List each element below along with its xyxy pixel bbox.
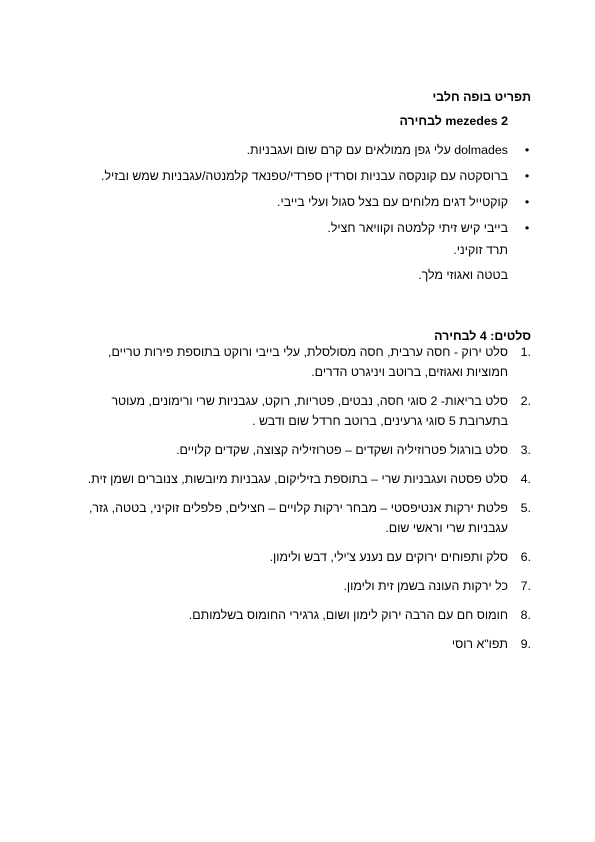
item-number: 8. [520,608,531,622]
salads-list [71,342,531,663]
salad-item-text: סלק ותפוחים ירוקים עם נענע צ'ילי, דבש ולימון. [269,550,508,564]
list-item [111,140,531,160]
salad-item-text: תפו"א רוסי [451,637,508,651]
salad-item [71,576,531,596]
bullet-icon: • [524,143,530,157]
list-item [111,218,531,238]
salad-item [71,469,531,489]
salad-item-text: פלטת ירקות אנטיפסטי – מבחר ירקות קלויים – חצילים, פלפלים זוקיני, בטטה, גזר, עגבניות שרי וראשי שום. [88,501,508,535]
list-item-text: dolmades עלי גפן ממולאים עם קרם שום ועגבניות. [246,143,508,157]
salad-item [71,342,531,382]
salad-item-text: סלט ירוק - חסה ערבית, חסה מסולסלת, עלי בייבי ורוקט בתוספת פירות טריים, חמוציות ואגוזים, ברוטב ויניגרט הדרים. [108,345,508,379]
item-number: 1. [520,345,531,359]
item-number: 5. [520,501,531,515]
salad-item-text: חומוס חם עם הרבה ירוק לימון ושום, גרגירי החומוס בשלמותם. [188,608,508,622]
item-number: 7. [520,579,531,593]
list-item [111,192,531,212]
salad-item [71,547,531,567]
salad-item-text: סלט בורגול פטרוזיליה ושקדים – פטרוזיליה קצוצה, שקדים קלויים. [176,443,508,457]
salad-item [71,391,531,431]
bullet-icon: • [524,169,530,183]
salad-item [71,634,531,654]
salad-item-text: סלט פסטה ועגבניות שרי – בתוספת בזיליקום, עגבניות מיובשות, צנוברים ושמן זית. [87,472,508,486]
mezedes-list [101,140,531,244]
salad-item [71,605,531,625]
item-number: 2. [520,394,531,408]
salad-item-text: כל ירקות העונה בשמן זית ולימון. [343,579,508,593]
item-number: 9. [520,637,531,651]
bullet-icon: • [524,221,530,235]
extra-line: תרד זוקיני. [453,243,508,257]
mezedes-heading: mezedes 2 לבחירה [399,114,508,128]
menu-title: תפריט בופה חלבי [432,90,531,104]
bullet-icon: • [524,195,530,209]
salad-item [71,498,531,538]
list-item [101,166,531,186]
salad-item [71,440,531,460]
list-item-text: ברוסקטה עם קונקסה עבניות וסרדין ספרדי/טפנאד קלמנטה/עגבניות שמש ובזיל. [101,169,508,183]
salads-heading: סלטים: 4 לבחירה [434,329,531,343]
item-number: 6. [520,550,531,564]
salad-item-text: סלט בריאות- 2 סוגי חסה, נבטים, פטריות, רוקט, עגבניות שרי ורימונים, מעוטר בתערובת 5 סוגי גרעינים, ברוטב חרדל שום ודבש . [111,394,508,428]
list-item-text: בייבי קיש זיתי קלמטה וקוויאר חציל. [327,221,508,235]
extra-line: בטטה ואגוזי מלך. [418,268,508,282]
item-number: 3. [520,443,531,457]
item-number: 4. [520,472,531,486]
list-item-text: קוקטייל דגים מלוחים עם בצל סגול ועלי בייבי. [277,195,508,209]
